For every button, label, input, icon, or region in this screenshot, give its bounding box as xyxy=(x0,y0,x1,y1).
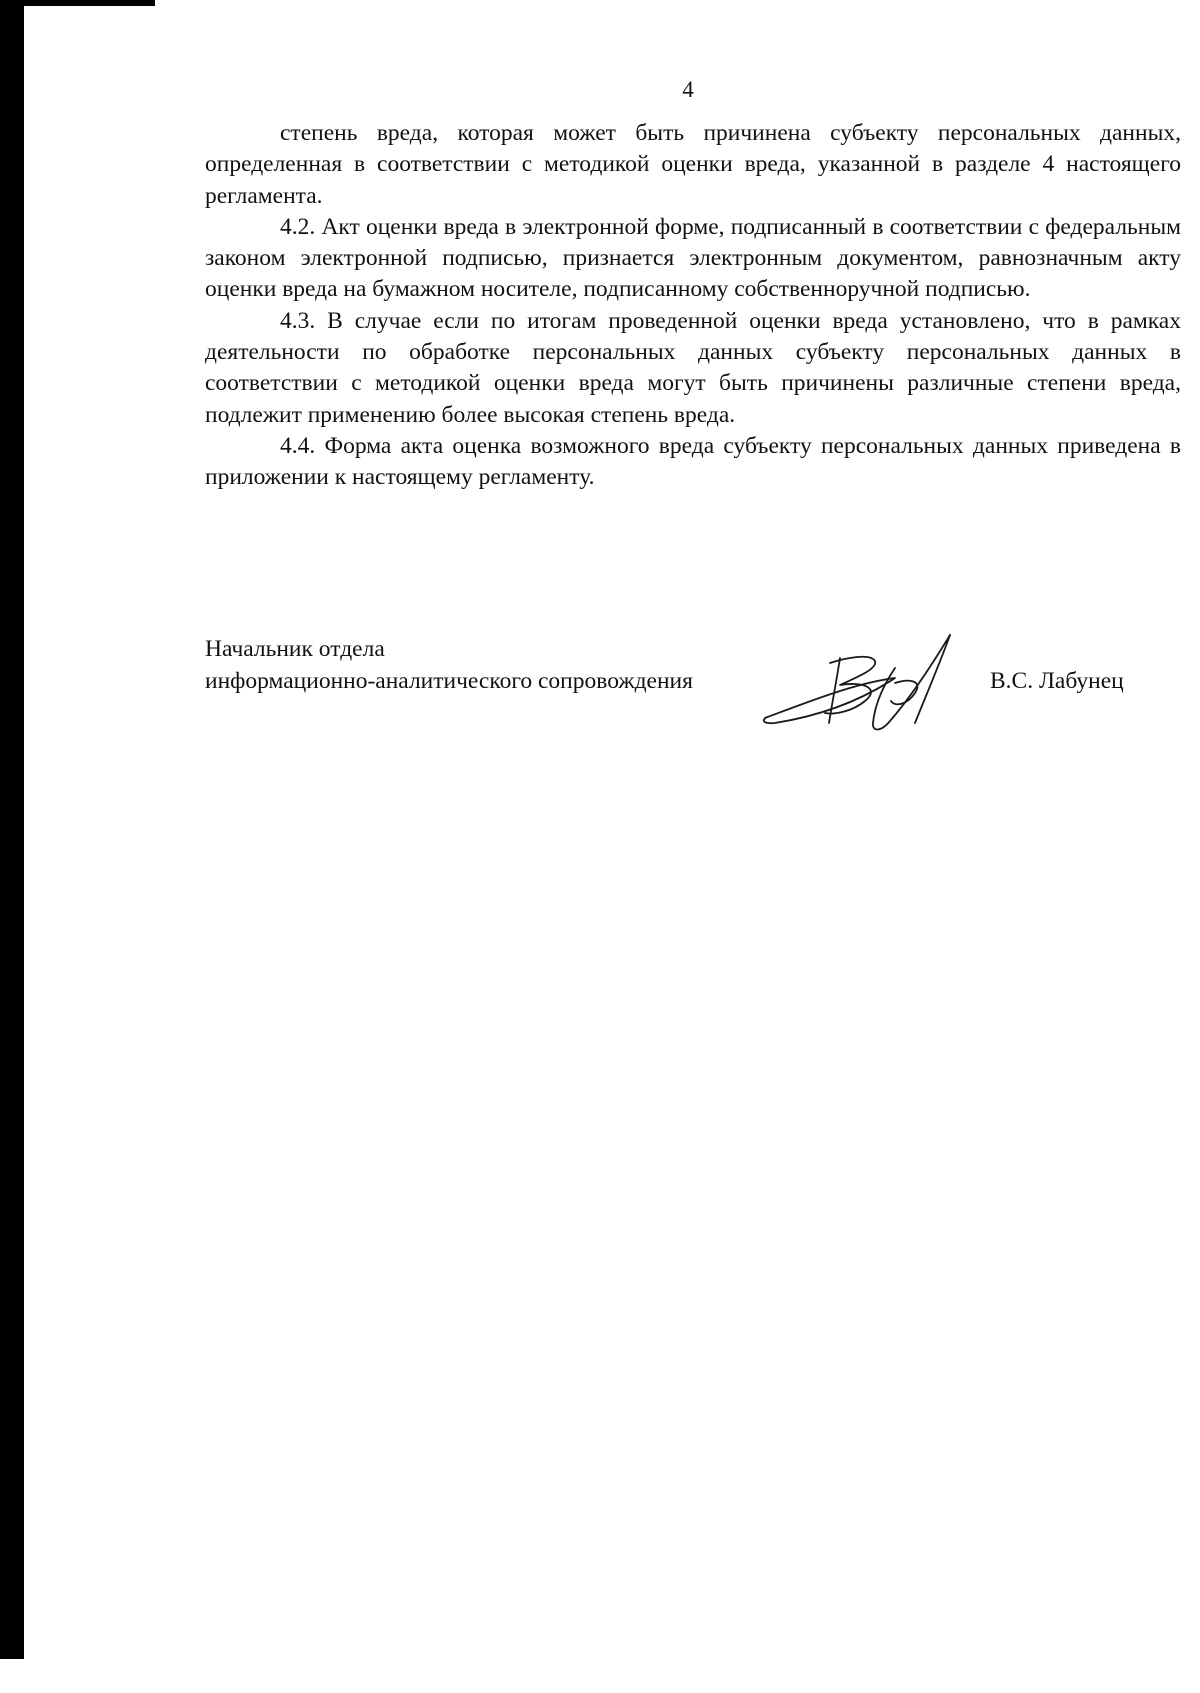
scan-edge-tick xyxy=(0,0,155,6)
position-title-line-1: Начальник отдела xyxy=(205,636,385,662)
page-number: 4 xyxy=(682,77,694,102)
paragraph-continuation: степень вреда, которая может быть причинена субъекту персональных данных, определенная в соответствии с методикой оценки вреда, указанной в разделе 4 настоящего регламента. xyxy=(205,120,1181,209)
position-title-line-2: информационно-аналитического сопровождения xyxy=(205,668,693,694)
signer-name: В.С. Лабунец xyxy=(990,668,1124,694)
scan-edge-bar xyxy=(0,0,24,1659)
document-body xyxy=(205,118,1181,494)
handwritten-signature xyxy=(745,623,985,743)
paragraph-4-3: 4.3. В случае если по итогам проведенной оценки вреда установлено, что в рамках деятельности по обработке персональных данных субъекту персональных данных в соответствии с методикой оценки вреда могут быть причинены различные степени вреда, подлежит применению более высокая степень вреда. xyxy=(205,307,1181,428)
signature-block xyxy=(205,633,1165,753)
paragraph-4-2: 4.2. Акт оценки вреда в электронной форме, подписанный в соответствии с федеральным законом электронной подписью, признается электронным документом, равнозначным акту оценки вреда на бумажном носителе, подписанному собственноручной подписью. xyxy=(205,213,1181,303)
paragraph-4-4: 4.4. Форма акта оценка возможного вреда субъекту персональных данных приведена в приложении к настоящему регламенту. xyxy=(205,432,1181,491)
